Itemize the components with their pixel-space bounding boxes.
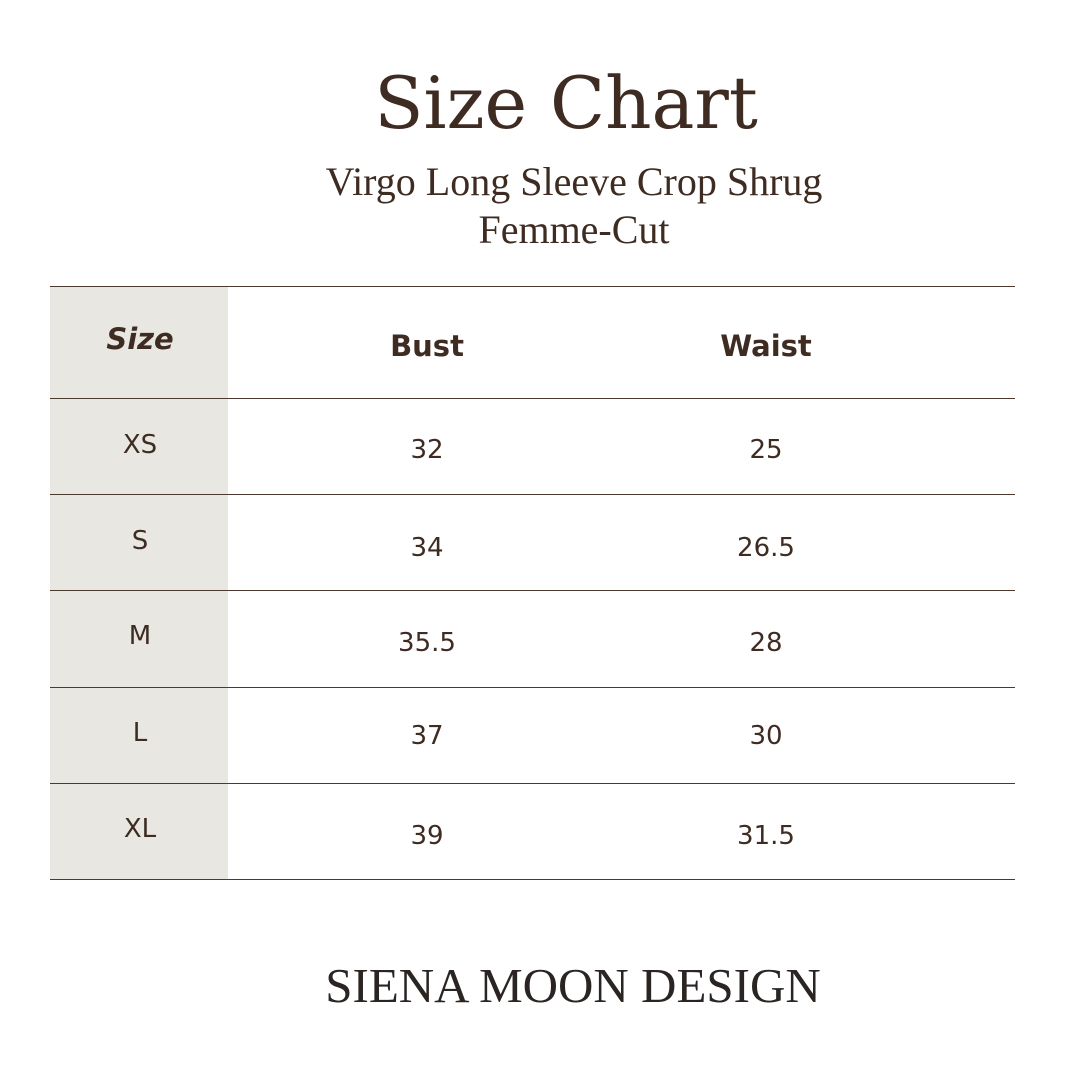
table-cell-size: S xyxy=(131,526,149,556)
table-cell-bust: 32 xyxy=(410,435,444,465)
table-bottom-rule xyxy=(50,879,1015,880)
column-header-size: Size xyxy=(106,322,174,356)
product-fit: Femme-Cut xyxy=(478,207,670,252)
table-cell-bust: 34 xyxy=(410,533,444,563)
row-rule xyxy=(50,494,1015,495)
table-cell-size: XL xyxy=(123,814,157,844)
table-cell-size: XS xyxy=(122,430,158,460)
brand-logo-text: SIENA MOON DESIGN xyxy=(325,958,821,1013)
column-header-bust: Bust xyxy=(390,329,464,363)
table-cell-waist: 26.5 xyxy=(737,533,795,563)
table-cell-waist: 28 xyxy=(749,628,783,658)
table-cell-bust: 39 xyxy=(410,821,444,851)
table-cell-bust: 35.5 xyxy=(398,628,456,658)
table-cell-size: M xyxy=(128,621,152,651)
table-cell-waist: 31.5 xyxy=(737,821,795,851)
table-top-rule xyxy=(50,286,1015,287)
table-cell-bust: 37 xyxy=(410,721,444,751)
table-cell-waist: 30 xyxy=(749,721,783,751)
column-header-waist: Waist xyxy=(720,329,812,363)
size-column-background xyxy=(50,287,228,880)
page-title: Size Chart xyxy=(374,61,758,145)
product-name: Virgo Long Sleeve Crop Shrug xyxy=(325,159,823,204)
row-rule xyxy=(50,687,1015,688)
table-cell-size: L xyxy=(132,718,148,748)
row-rule xyxy=(50,590,1015,591)
header-rule xyxy=(50,398,1015,399)
row-rule xyxy=(50,783,1015,784)
table-cell-waist: 25 xyxy=(749,435,783,465)
size-table xyxy=(50,286,1015,881)
